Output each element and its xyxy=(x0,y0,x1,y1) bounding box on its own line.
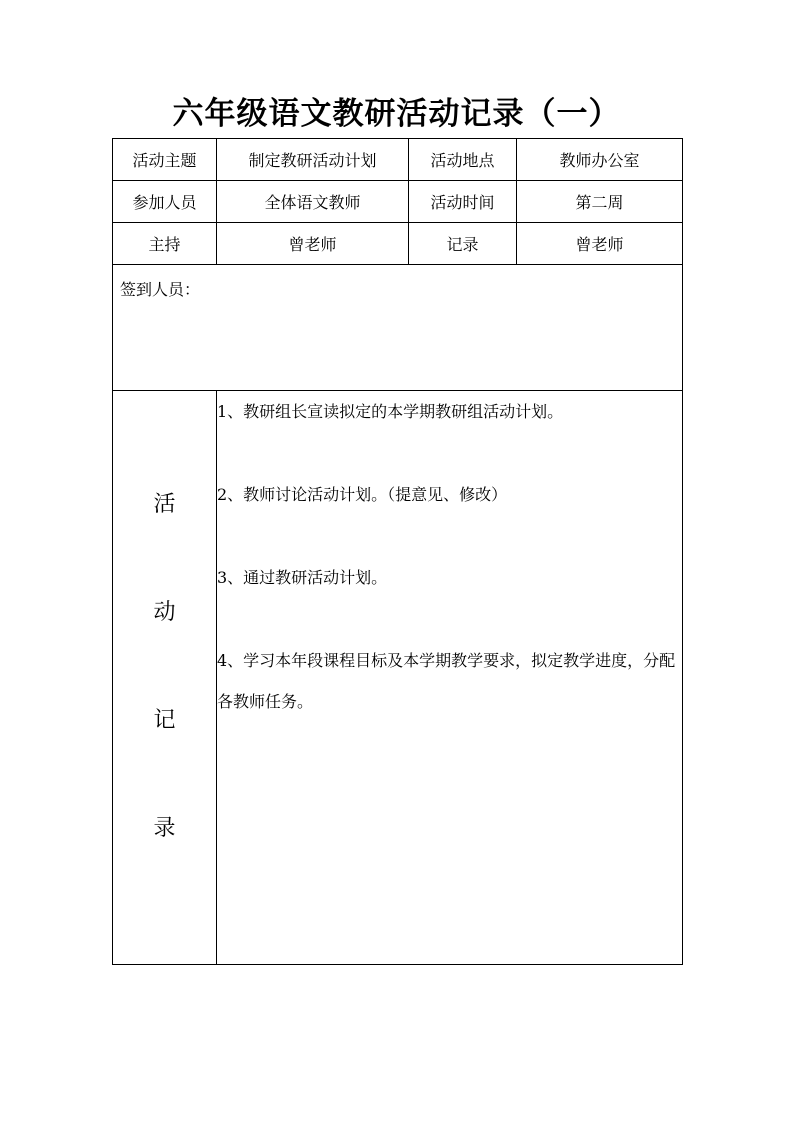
topic-label: 活动主题 xyxy=(113,139,217,181)
record-row xyxy=(113,391,683,965)
record-item: 4、学习本年段课程目标及本学期教学要求，拟定教学进度，分配各教师任务。 xyxy=(217,651,676,711)
record-label-cell xyxy=(113,391,217,965)
sign-in-cell xyxy=(113,265,683,391)
participants-value: 全体语文教师 xyxy=(217,181,409,223)
recorder-label: 记录 xyxy=(409,223,517,265)
host-label: 主持 xyxy=(113,223,217,265)
table-row xyxy=(113,223,683,265)
host-value: 曾老师 xyxy=(217,223,409,265)
sign-in-row xyxy=(113,265,683,391)
record-item: 1、教研组长宣读拟定的本学期教研组活动计划。 xyxy=(217,402,564,421)
record-content-cell xyxy=(217,391,683,965)
location-value: 教师办公室 xyxy=(517,139,683,181)
record-label-char: 活 xyxy=(153,492,176,517)
location-label: 活动地点 xyxy=(409,139,517,181)
topic-value: 制定教研活动计划 xyxy=(217,139,409,181)
recorder-value: 曾老师 xyxy=(517,223,683,265)
participants-label: 参加人员 xyxy=(113,181,217,223)
table-row xyxy=(113,139,683,181)
page-title: 六年级语文教研活动记录（一） xyxy=(172,96,621,132)
record-label-char: 记 xyxy=(153,708,176,733)
time-label: 活动时间 xyxy=(409,181,517,223)
record-item: 3、通过教研活动计划。 xyxy=(217,568,388,587)
activity-record-table xyxy=(112,138,683,965)
record-label-char: 录 xyxy=(153,816,176,841)
time-value: 第二周 xyxy=(517,181,683,223)
record-label-char: 动 xyxy=(153,600,176,625)
sign-in-label: 签到人员： xyxy=(120,280,201,299)
table-row xyxy=(113,181,683,223)
record-item: 2、教师讨论活动计划。（提意见、修改） xyxy=(217,485,508,504)
